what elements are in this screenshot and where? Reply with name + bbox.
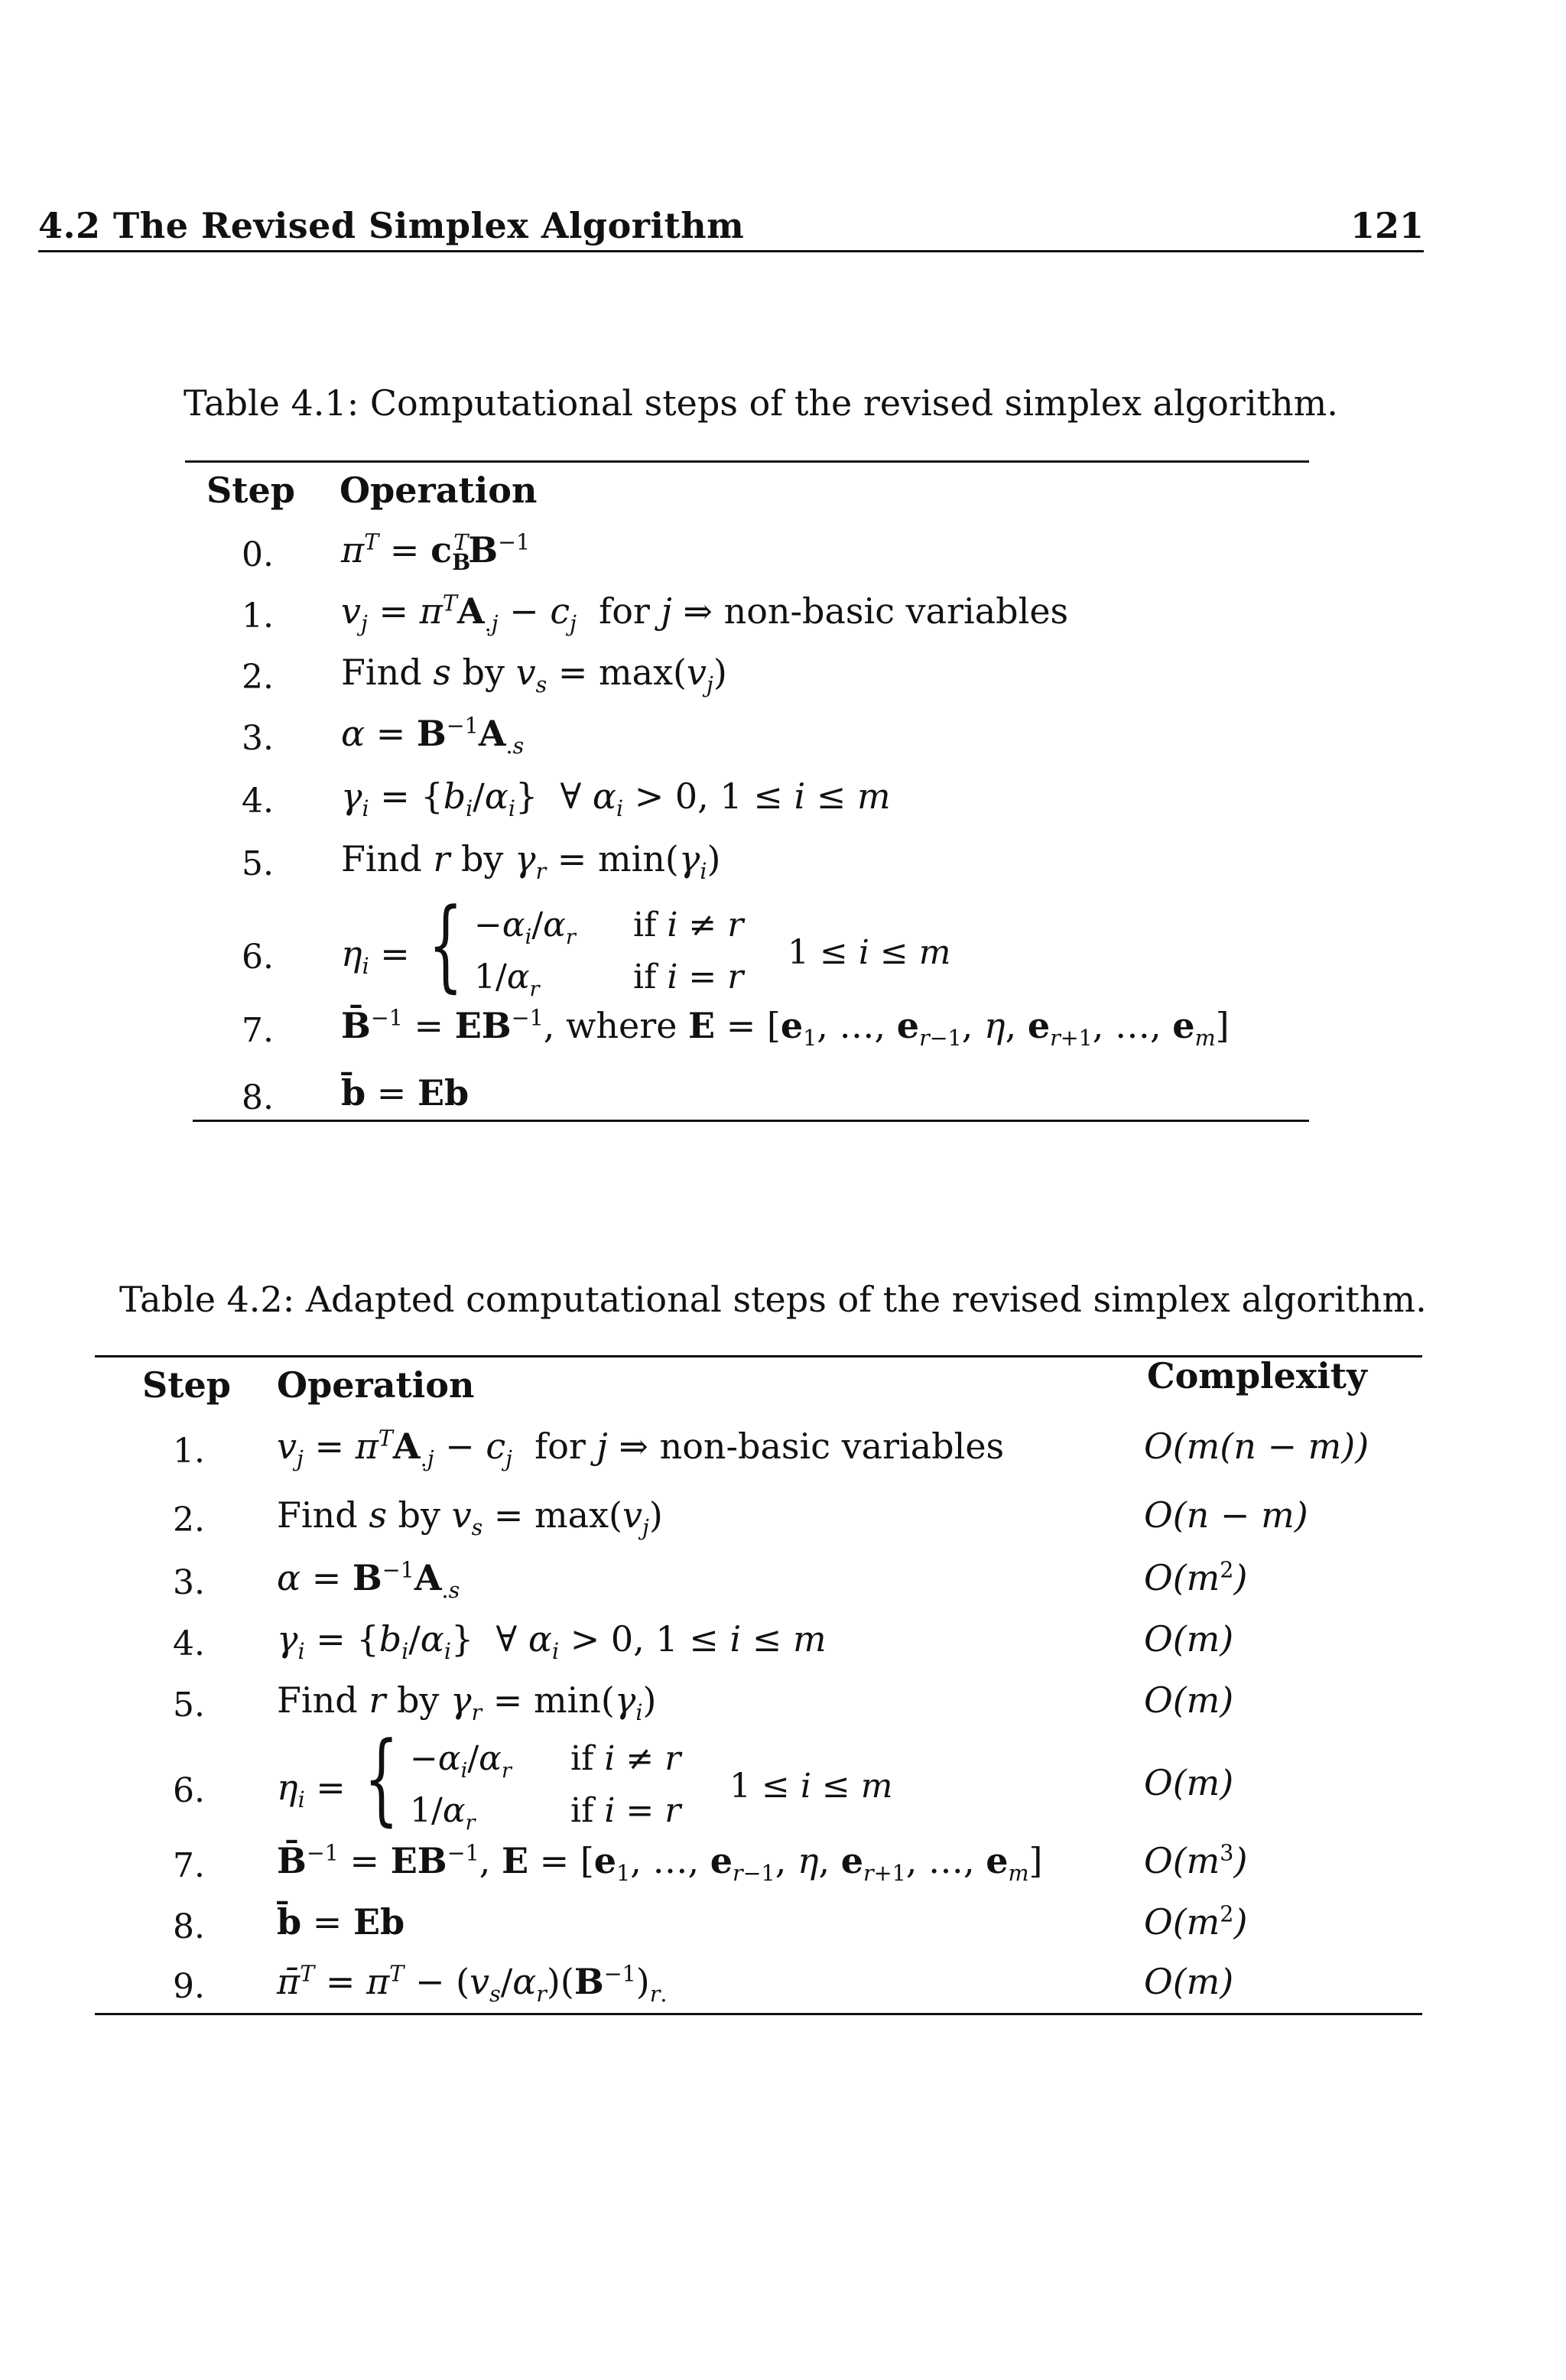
table1-top-rule [185,460,1309,463]
table2-header-complexity: Complexity [1147,1355,1367,1396]
table2-complexity-8: $O(m^2)$ [1144,1901,1248,1943]
table1-header-operation: Operation [340,470,538,511]
table2-operation-2: Find s by $v_s = \max(v_j)$ [277,1494,663,1541]
table2-step-6: 6. [173,1771,205,1810]
table1-step-8: 8. [242,1078,274,1117]
table2-bottom-rule [95,2013,1422,2015]
header-rule [38,250,1424,252]
table2-step-9: 9. [173,1967,205,2006]
running-header [38,203,1424,252]
table2-complexity-4: O(m) [1144,1618,1234,1660]
table2-complexity-5: O(m) [1144,1679,1234,1721]
table2-operation-5: Find r by $\gamma_r = \min(\gamma_i)$ [277,1679,657,1726]
table1-bottom-rule [193,1120,1309,1122]
table1-operation-4: $\gamma_i = \{b_i/\alpha_i\}$ ∀ $\alpha_i > 0$, 1 ≤ i ≤ m [341,775,891,822]
table1-step-0: 0. [242,535,274,574]
table2-step-3: 3. [173,1563,205,1602]
table2-complexity-2: O(n − m) [1144,1494,1308,1536]
table1-header-step: Step [206,470,295,511]
table2-operation-9: π̄$^T$ = $\pi^T - (v_s/\alpha_r)(B^{-1})_{r.}$ [277,1961,668,2008]
table1-step-4: 4. [242,782,274,821]
table1-step-3: 3. [242,719,274,758]
table2-complexity-6: O(m) [1144,1762,1234,1803]
table2-operation-7: B̄$^{-1}$ = $EB^{-1}$, $E = [e_1$, …, $e_{r-1}$, η, $e_{r+1}$, …, $e_m$] [277,1840,1043,1887]
table2-step-2: 2. [173,1501,205,1540]
table1-step-5: 5. [242,844,274,883]
table2-step-1: 1. [173,1432,205,1471]
table2-complexity-9: O(m) [1144,1961,1234,2002]
table2-step-7: 7. [173,1846,205,1885]
table1-step-1: 1. [242,597,274,636]
table1-operation-1: $v_j = \pi^TA_{.j} - c_j$ for j ⇒ non-basic variables [341,590,1069,637]
table1-step-2: 2. [242,658,274,697]
table1-step-7: 7. [242,1011,274,1050]
table1-operation-3: $\alpha = B^{-1}A_{.s}$ [341,713,525,759]
table2-operation-3: $\alpha = B^{-1}A_{.s}$ [277,1557,460,1604]
table2-step-4: 4. [173,1624,205,1663]
table2-header-operation: Operation [277,1364,475,1406]
table2-caption: Table 4.2: Adapted computational steps of the revised simplex algorithm. [119,1279,1427,1320]
table2-operation-4: $\gamma_i = \{b_i/\alpha_i\}$ ∀ $\alpha_i > 0$, 1 ≤ i ≤ m [277,1618,827,1665]
section-title: 4.2 The Revised Simplex Algorithm [38,205,745,246]
table1-operation-5: Find r by $\gamma_r = \min(\gamma_i)$ [341,838,721,885]
table1-operation-8: b̄ = Eb [341,1072,469,1114]
table2-complexity-3: $O(m^2)$ [1144,1557,1248,1598]
table1-operation-0: $\pi^T = c_B^TB^{-1}$ [341,529,531,576]
table1-operation-7: B̄$^{-1}$ = $EB^{-1}$, where $E = [e_1$, …, $e_{r-1}$, η, $e_{r+1}$, …, $e_m$] [341,1005,1230,1052]
table2-header-step: Step [142,1364,231,1406]
page-number: 121 [1350,205,1424,246]
table1-caption: Table 4.1: Computational steps of the revised simplex algorithm. [184,382,1338,424]
table2-step-5: 5. [173,1686,205,1725]
table2-operation-8: b̄ = Eb [277,1901,405,1943]
table1-step-6: 6. [242,938,274,977]
table2-complexity-7: $O(m^3)$ [1144,1840,1248,1881]
table1-operation-2: Find s by $v_s = \max(v_j)$ [341,652,727,698]
table2-step-8: 8. [173,1907,205,1946]
table2-operation-1: $v_j = \pi^TA_{.j} - c_j$ for j ⇒ non-basic variables [277,1426,1005,1472]
table2-complexity-1: O(m(n − m)) [1144,1426,1369,1467]
